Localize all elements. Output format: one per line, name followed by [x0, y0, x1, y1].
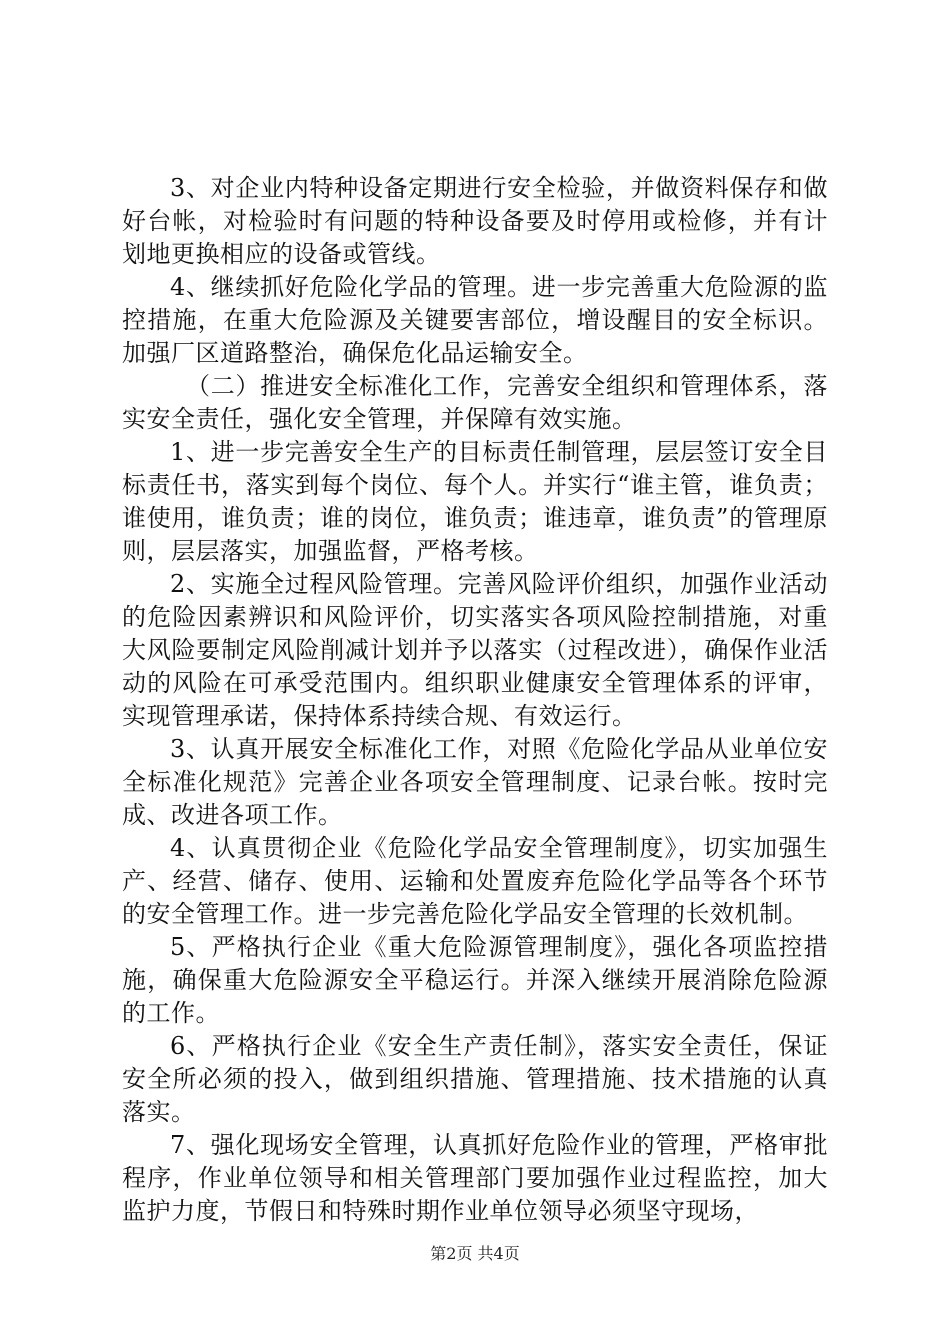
- paragraph-subitem-4: 4、认真贯彻企业《危险化学品安全管理制度》，切实加强生产、经营、储存、使用、运输和处置废弃危险化学品等各个环节的安全管理工作。进一步完善危险化学品安全管理的长效机制。: [122, 834, 828, 928]
- paragraph-subitem-7: 7、强化现场安全管理，认真抓好危险作业的管理，严格审批程序，作业单位领导和相关管理部门要加强作业过程监控，加大监护力度，节假日和特殊时期作业单位领导必须坚守现场，: [122, 1131, 828, 1225]
- paragraph-subitem-1: 1、进一步完善安全生产的目标责任制管理，层层签订安全目标责任书，落实到每个岗位、每个人。并实行“谁主管，谁负责；谁使用，谁负责；谁的岗位，谁负责；谁违章，谁负责”的管理原则，层层落实，加强监督，严格考核。: [122, 438, 828, 565]
- paragraph-subitem-6: 6、严格执行企业《安全生产责任制》，落实安全责任，保证安全所必须的投入，做到组织措施、管理措施、技术措施的认真落实。: [122, 1032, 828, 1126]
- paragraph-subitem-2: 2、实施全过程风险管理。完善风险评价组织，加强作业活动的危险因素辨识和风险评价，切实落实各项风险控制措施，对重大风险要制定风险削减计划并予以落实（过程改进），确保作业活动的风险在可承受范围内。组织职业健康安全管理体系的评审，实现管理承诺，保持体系持续合规、有效运行。: [122, 570, 828, 730]
- paragraph-subitem-3: 3、认真开展安全标准化工作，对照《危险化学品从业单位安全标准化规范》完善企业各项安全管理制度、记录台帐。按时完成、改进各项工作。: [122, 735, 828, 829]
- paragraph-item-3: 3、对企业内特种设备定期进行安全检验，并做资料保存和做好台帐，对检验时有问题的特种设备要及时停用或检修，并有计划地更换相应的设备或管线。: [122, 174, 828, 268]
- document-body: [122, 172, 828, 1228]
- paragraph-item-4: 4、继续抓好危险化学品的管理。进一步完善重大危险源的监控措施，在重大危险源及关键要害部位，增设醒目的安全标识。加强厂区道路整治，确保危化品运输安全。: [122, 273, 828, 367]
- section-heading-2: （二）推进安全标准化工作，完善安全组织和管理体系，落实安全责任，强化安全管理，并保障有效实施。: [122, 372, 828, 433]
- page-footer: [0, 1244, 950, 1264]
- page-number-label: 第2页 共4页: [430, 1244, 520, 1263]
- paragraph-subitem-5: 5、严格执行企业《重大危险源管理制度》，强化各项监控措施，确保重大危险源安全平稳运行。并深入继续开展消除危险源的工作。: [122, 933, 828, 1027]
